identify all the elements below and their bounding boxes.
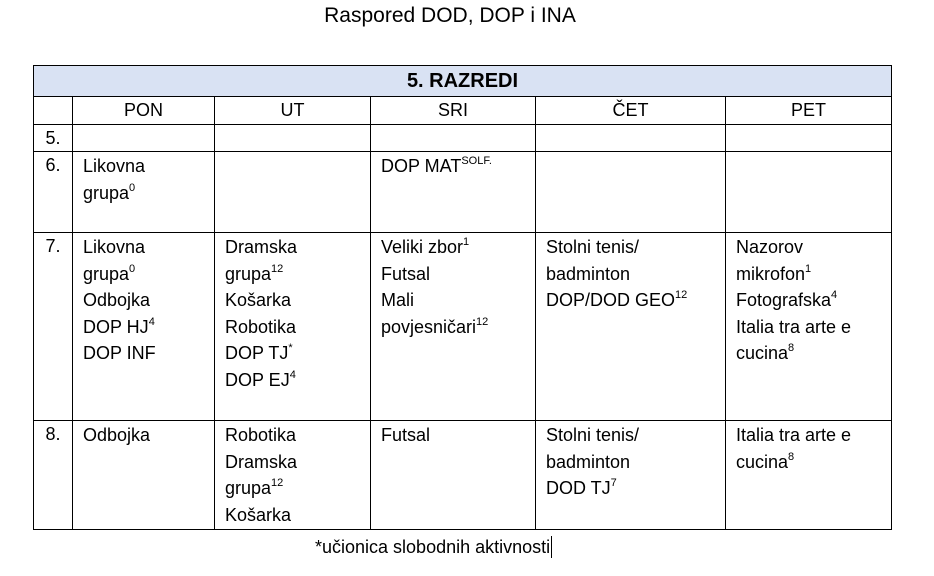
- activity-text: povjesničari: [381, 316, 477, 337]
- activity-line: [83, 340, 214, 367]
- activity-line: [225, 502, 370, 529]
- table-row: [34, 421, 892, 530]
- cell-sri: [371, 125, 536, 152]
- cell-pet: [726, 152, 892, 233]
- cell-pon: [73, 233, 215, 421]
- room-superscript: 8: [788, 450, 795, 463]
- room-superscript: SOLF.: [461, 155, 492, 167]
- activity-text: cucina: [736, 451, 789, 472]
- cell-sri: [371, 233, 536, 421]
- activity-text: grupa: [83, 182, 130, 203]
- activity-text: Mali: [381, 290, 415, 310]
- activity-line: [83, 314, 214, 341]
- activity-text: Nazorov: [736, 237, 804, 257]
- activity-line: [736, 340, 891, 367]
- schedule-rows: [34, 125, 892, 530]
- cell-pon: [73, 125, 215, 152]
- activity-line: [546, 422, 725, 449]
- activity-line: [736, 422, 891, 449]
- activity-line: [381, 422, 535, 449]
- activity-text: DOP MAT: [381, 156, 462, 176]
- activity-text: DOP TJ: [225, 343, 289, 363]
- activity-line: [381, 287, 535, 314]
- activity-text: Dramska: [225, 237, 298, 257]
- cell-sri: [371, 152, 536, 233]
- activity-text: badminton: [546, 451, 631, 472]
- activity-text: DOP HJ: [83, 316, 149, 337]
- activity-text: DOP INF: [83, 343, 156, 363]
- activity-line: [225, 340, 370, 367]
- cell-cet: [536, 421, 726, 530]
- activity-text: grupa: [225, 263, 272, 284]
- cell-cet: [536, 152, 726, 233]
- day-header-cet: ČET: [536, 97, 726, 125]
- schedule-table: [33, 65, 892, 530]
- footnote: [315, 536, 552, 558]
- activity-line: [381, 314, 535, 341]
- activity-text: DOP EJ: [225, 369, 290, 390]
- activity-text: Robotika: [225, 425, 297, 445]
- activity-line: [83, 287, 214, 314]
- room-superscript: *: [288, 342, 293, 354]
- activity-text: cucina: [736, 343, 789, 363]
- activity-line: [546, 287, 725, 314]
- room-superscript: 4: [148, 315, 155, 328]
- activity-line: [546, 475, 725, 502]
- activity-line: [83, 180, 214, 207]
- activity-text: Futsal: [381, 263, 431, 284]
- room-superscript: 0: [129, 181, 136, 194]
- activity-text: Veliki zbor: [381, 237, 464, 257]
- cell-sri: [371, 421, 536, 530]
- cell-ut: [215, 125, 371, 152]
- day-header-pon: PON: [73, 97, 215, 125]
- activity-line: [546, 234, 725, 261]
- room-superscript: 12: [271, 262, 284, 275]
- day-header-sri: SRI: [371, 97, 536, 125]
- document-title: Raspored DOD, DOP i INA: [324, 4, 576, 27]
- room-superscript: 12: [476, 315, 489, 328]
- activity-text: Italia tra arte e: [736, 316, 852, 337]
- activity-text: Italia tra arte e: [736, 425, 852, 445]
- activity-line: [225, 314, 370, 341]
- activity-text: Košarka: [225, 504, 292, 525]
- room-superscript: 12: [675, 289, 688, 301]
- activity-line: [736, 314, 891, 341]
- room-superscript: 4: [289, 368, 296, 381]
- cell-cet: [536, 233, 726, 421]
- room-superscript: 0: [129, 262, 136, 275]
- activity-line: [225, 367, 370, 394]
- activity-line: [83, 261, 214, 288]
- activity-line: [381, 234, 535, 261]
- cell-pet: [726, 125, 892, 152]
- activity-text: DOD TJ: [546, 478, 611, 498]
- activity-text: Likovna: [83, 156, 146, 176]
- cell-pet: [726, 233, 892, 421]
- day-header-pet: PET: [726, 97, 892, 125]
- activity-text: Likovna: [83, 237, 146, 257]
- cell-cet: [536, 125, 726, 152]
- activity-text: Košarka: [225, 290, 292, 310]
- day-header-ut: UT: [215, 97, 371, 125]
- cell-pon: [73, 152, 215, 233]
- activity-line: [225, 287, 370, 314]
- cell-pon: [73, 421, 215, 530]
- activity-line: [381, 261, 535, 288]
- cell-ut: [215, 233, 371, 421]
- activity-text: Fotografska: [736, 290, 832, 310]
- activity-line: [736, 287, 891, 314]
- activity-line: [546, 449, 725, 476]
- activity-line: [736, 234, 891, 261]
- room-superscript: 12: [271, 477, 284, 489]
- activity-line: [546, 261, 725, 288]
- activity-text: grupa: [83, 263, 130, 284]
- room-superscript: 4: [831, 289, 838, 301]
- activity-line: [225, 449, 370, 476]
- room-superscript: 7: [610, 477, 617, 489]
- cell-ut: [215, 421, 371, 530]
- activity-line: [83, 422, 214, 449]
- activity-text: Stolni tenis/: [546, 425, 640, 445]
- room-superscript: 8: [788, 342, 795, 354]
- activity-line: [381, 153, 535, 180]
- activity-line: [83, 234, 214, 261]
- activity-text: Odbojka: [83, 290, 151, 310]
- activity-text: Futsal: [381, 425, 431, 445]
- footnote-text: *učionica slobodnih aktivnosti: [315, 537, 551, 557]
- room-superscript: 1: [463, 236, 470, 248]
- activity-text: DOP/DOD GEO: [546, 290, 676, 310]
- activity-text: Stolni tenis/: [546, 237, 640, 257]
- activity-line: [225, 422, 370, 449]
- activity-line: [83, 153, 214, 180]
- room-superscript: 1: [805, 262, 812, 275]
- activity-line: [225, 234, 370, 261]
- period-number: 8.: [34, 421, 73, 530]
- cell-ut: [215, 152, 371, 233]
- activity-line: [736, 449, 891, 476]
- table-row: [34, 233, 892, 421]
- period-number: 7.: [34, 233, 73, 421]
- activity-line: [225, 475, 370, 502]
- activity-text: Robotika: [225, 316, 297, 337]
- activity-text: Odbojka: [83, 425, 151, 445]
- activity-line: [736, 261, 891, 288]
- activity-text: Dramska: [225, 451, 298, 472]
- period-number: 5.: [34, 125, 73, 152]
- activity-line: [225, 261, 370, 288]
- cell-pet: [726, 421, 892, 530]
- table-row: [34, 125, 892, 152]
- text-cursor: [551, 536, 552, 558]
- activity-text: mikrofon: [736, 263, 806, 284]
- corner-cell: [34, 97, 73, 125]
- table-row: [34, 152, 892, 233]
- period-number: 6.: [34, 152, 73, 233]
- activity-text: badminton: [546, 263, 631, 284]
- section-header: 5. RAZREDI: [34, 66, 892, 97]
- activity-text: grupa: [225, 478, 272, 498]
